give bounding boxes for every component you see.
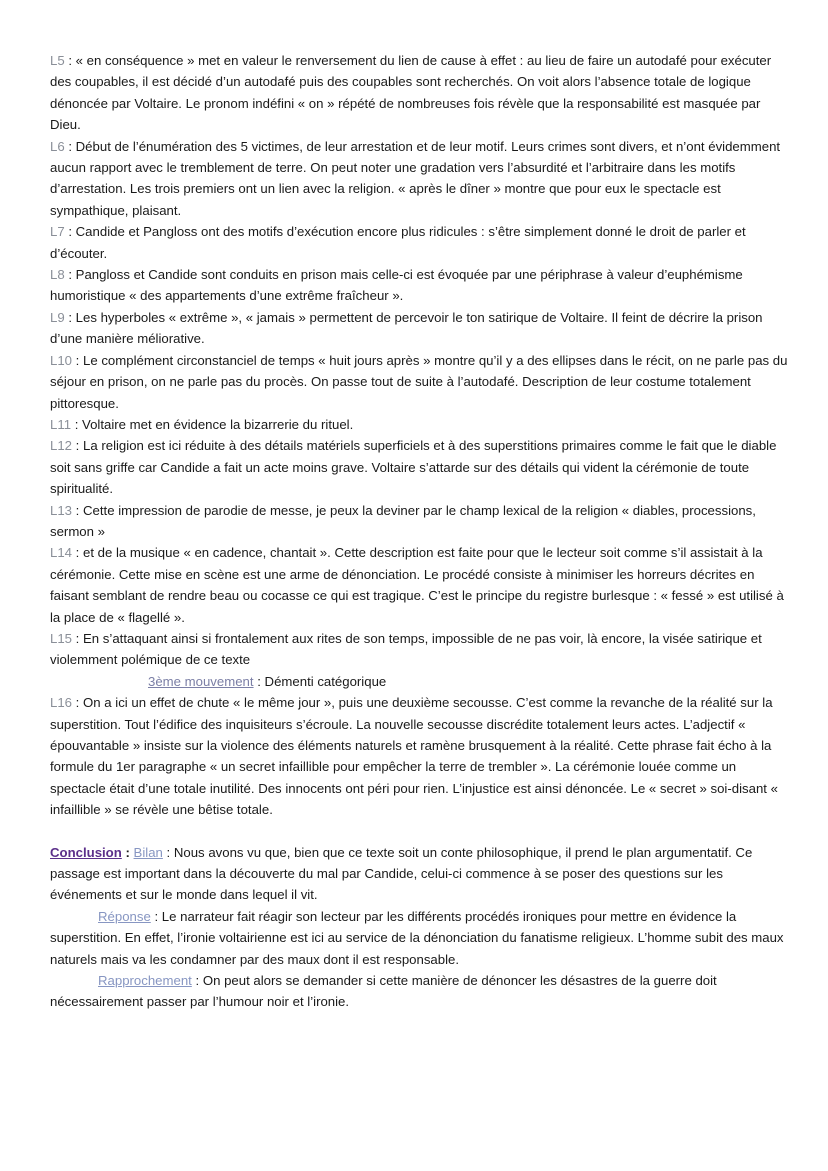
line-text: : La religion est ici réduite à des détails matériels superficiels et à des superstitions primaires comme le fait que le diable soit sans griffe car Candide a fait un acte moins grave. Voltaire s’attarde sur des détails qui vident la cérémonie de toute spiritualité.	[50, 438, 777, 497]
section-heading-movement	[50, 671, 794, 692]
conclusion-separator: :	[121, 844, 134, 860]
bilan-text: : Nous avons vu que, bien que ce texte soit un conte philosophique, il prend le plan argumentatif. Ce passage est important dans la découverte du mal par Candide, celui-ci commence à se poser des questions sur les événements et sur le monde dans lequel il vit.	[50, 844, 753, 903]
line-text: : En s’attaquant ainsi si frontalement aux rites de son temps, impossible de ne pas voir, là encore, la visée satirique et violemment polémique de ce texte	[50, 630, 762, 668]
paragraph-l7	[50, 221, 794, 264]
conclusion-rapprochement	[50, 970, 794, 1013]
line-label: L7	[50, 224, 65, 240]
paragraph-l9	[50, 307, 794, 350]
reponse-label: Réponse	[98, 908, 151, 924]
line-text: : Voltaire met en évidence la bizarrerie du rituel.	[71, 416, 354, 432]
line-text: : Cette impression de parodie de messe, je peux la deviner par le champ lexical de la religion « diables, processions, sermon »	[50, 502, 756, 539]
rapprochement-label: Rapprochement	[98, 973, 192, 989]
paragraph-l8	[50, 264, 794, 307]
line-text: : On a ici un effet de chute « le même jour », puis une deuxième secousse. C’est comme la revanche de la réalité sur la superstition. Tout l’édifice des inquisiteurs s’écroule. La nouvelle secousse discrédite totalement leurs actes. L’adjectif « épouvantable » insiste sur la violence des éléments naturels et ramène brusquement à la réalité. Cette phrase fait écho à la formule du 1er paragraphe « un secret infaillible pour empêcher la terre de trembler ». La cérémonie louée comme un spectacle était d’une totale inutilité. Des innocents ont péri pour rien. L’injustice est ainsi dénoncée. Le « secret » soi-disant « infaillible » se révèle une bêtise totale.	[50, 695, 778, 818]
conclusion-reponse	[50, 906, 794, 970]
line-label: L15	[50, 630, 73, 646]
line-text: : Début de l’énumération des 5 victimes, de leur arrestation et de leur motif. Leurs crimes sont divers, et n’ont évidemment aucun rapport avec le tremblement de terre. On peut noter une gradation vers l’absurdité et l’arbitraire dans les motifs d’arrestation. Les trois premiers ont un lien avec la religion. « après le dîner » montre que pour eux le spectacle est sympathique, plaisant.	[50, 138, 781, 218]
line-text: : Le complément circonstanciel de temps « huit jours après » montre qu’il y a des ellipses dans le récit, on ne parle pas du séjour en prison, on ne parle pas du procès. On passe tout de suite à l’autodafé. Description de leur costume totalement pittoresque.	[50, 352, 788, 411]
line-label: L12	[50, 438, 73, 454]
conclusion-bilan	[50, 842, 794, 906]
line-label: L8	[50, 267, 65, 283]
paragraph-l16	[50, 692, 794, 820]
line-label: L6	[50, 138, 65, 154]
movement-label: 3ème mouvement	[148, 673, 254, 689]
line-text: : Candide et Pangloss ont des motifs d’exécution encore plus ridicules : s’être simplement donné le droit de parler et d’écouter.	[50, 224, 746, 261]
conclusion-title: Conclusion	[50, 844, 122, 860]
line-text: : et de la musique « en cadence, chantait ». Cette description est faite pour que le lecteur soit comme s’il assistait à la cérémonie. Cette mise en scène est une arme de dénonciation. Le procédé consiste à minimiser les horreurs décrites en faisant semblant de rendre beau ou cocasse ce qui est tragique. C’est le principe du registre burlesque : « fessé » est utilisé à la place de « flagellé ».	[50, 545, 784, 625]
line-label: L9	[50, 309, 65, 325]
paragraph-l15	[50, 628, 794, 671]
paragraph-l13	[50, 500, 794, 543]
line-label: L13	[50, 502, 73, 518]
line-label: L16	[50, 695, 73, 711]
bilan-label: Bilan	[133, 844, 163, 860]
paragraph-l11	[50, 414, 794, 435]
line-text: : « en conséquence » met en valeur le renversement du lien de cause à effet : au lieu de faire un autodafé pour exécuter des coupables, il est décidé d’un autodafé puis des coupables sont recherchés. On voit alors l’absence totale de logique dénoncée par Voltaire. Le pronom indéfini « on » répété de nombreuses fois révèle que la responsabilité est masquée par Dieu.	[50, 53, 772, 133]
paragraph-l5	[50, 50, 794, 136]
line-label: L10	[50, 352, 73, 368]
paragraph-l10	[50, 350, 794, 414]
line-label: L14	[50, 545, 73, 561]
paragraph-l14	[50, 542, 794, 628]
line-text: : Les hyperboles « extrême », « jamais » permettent de percevoir le ton satirique de Voltaire. Il feint de décrire la prison d’une manière méliorative.	[50, 309, 763, 347]
rapprochement-text: : On peut alors se demander si cette manière de dénoncer les désastres de la guerre doit nécessairement passer par l’humour noir et l’ironie.	[50, 973, 717, 1010]
reponse-text: : Le narrateur fait réagir son lecteur par les différents procédés ironiques pour mettre en évidence la superstition. En effet, l’ironie voltairienne est ici au service de la dénonciation du fanatisme religieux. L’homme subit des maux naturels mais va les condamner par des maux dont il est responsable.	[50, 908, 784, 967]
spacer	[50, 821, 794, 842]
line-label: L11	[50, 416, 72, 432]
paragraph-l6	[50, 136, 794, 222]
line-text: : Pangloss et Candide sont conduits en prison mais celle-ci est évoquée par une périphrase à valeur d’euphémisme humoristique « des appartements d’une extrême fraîcheur ».	[50, 267, 743, 304]
line-label: L5	[50, 53, 65, 68]
movement-title: : Démenti catégorique	[253, 673, 387, 689]
paragraph-l12	[50, 435, 794, 499]
